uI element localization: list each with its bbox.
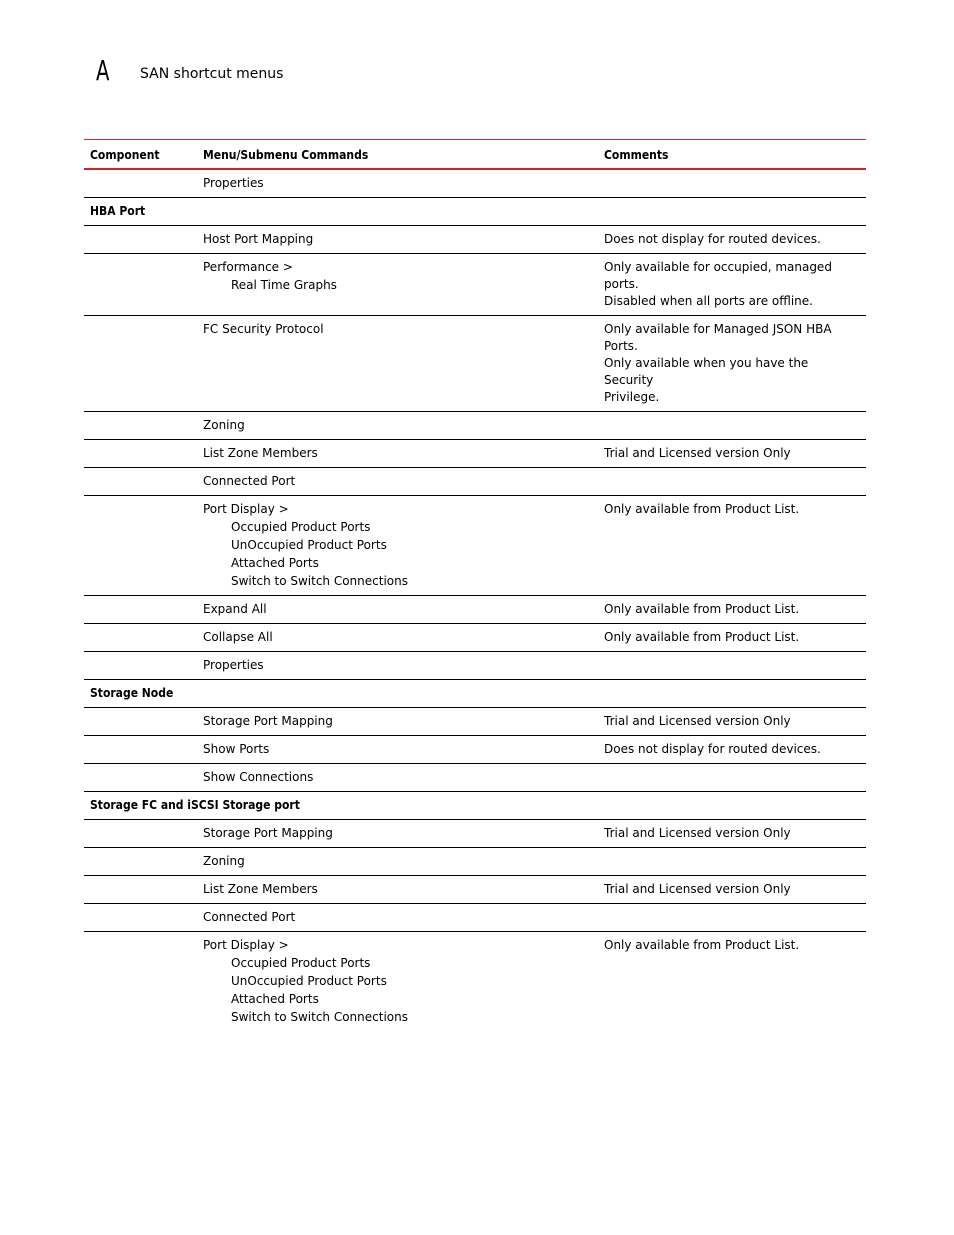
- table-section-row: [84, 198, 866, 226]
- menu-command: Zoning: [203, 418, 245, 432]
- comment-cell: [598, 652, 866, 680]
- table-row: [84, 316, 866, 412]
- comment-text: Only available when you have the Security: [604, 356, 809, 387]
- menu-command: Port Display >: [203, 502, 289, 516]
- component-cell: [84, 316, 197, 412]
- command-cell: [197, 226, 598, 254]
- comment-text: Only available for Managed JSON HBA Ports.: [604, 322, 832, 353]
- table-row: [84, 496, 866, 596]
- component-cell: [84, 932, 197, 1032]
- component-cell: [84, 820, 197, 848]
- menu-command: Connected Port: [203, 474, 296, 488]
- command-cell: [197, 708, 598, 736]
- table-row: [84, 904, 866, 932]
- table-row: [84, 412, 866, 440]
- command-cell: [197, 169, 598, 198]
- table-row: [84, 596, 866, 624]
- component-cell: [84, 412, 197, 440]
- comment-text: Trial and Licensed version Only: [604, 826, 791, 840]
- component-cell: Storage FC and iSCSI Storage port: [90, 798, 300, 812]
- menu-command: Zoning: [203, 854, 245, 868]
- menu-command: Expand All: [203, 602, 267, 616]
- submenu-command: UnOccupied Product Ports: [231, 974, 387, 988]
- command-cell: [197, 932, 598, 1032]
- table-header-row: [84, 140, 866, 170]
- table-row: [84, 736, 866, 764]
- component-cell: [84, 764, 197, 792]
- comment-text: Only available from Product List.: [604, 630, 800, 644]
- comment-cell: [598, 254, 866, 316]
- menu-command: FC Security Protocol: [203, 322, 324, 336]
- table-row: [84, 254, 866, 316]
- table-row: [84, 848, 866, 876]
- submenu-command: Occupied Product Ports: [231, 520, 371, 534]
- comment-cell: [598, 708, 866, 736]
- comment-cell: [598, 904, 866, 932]
- column-header-comments: Comments: [604, 148, 669, 162]
- comment-text: Trial and Licensed version Only: [604, 714, 791, 728]
- comment-text: Trial and Licensed version Only: [604, 882, 791, 896]
- menu-command: Show Ports: [203, 742, 270, 756]
- menu-command: Storage Port Mapping: [203, 714, 333, 728]
- comment-text: Only available for occupied, managed ports.: [604, 260, 832, 291]
- column-header-component: Component: [90, 148, 160, 162]
- comment-cell: [598, 226, 866, 254]
- comment-cell: [598, 932, 866, 1032]
- table-row: [84, 169, 866, 198]
- comment-cell: [598, 848, 866, 876]
- comment-text: Only available from Product List.: [604, 938, 800, 952]
- component-cell: [84, 904, 197, 932]
- command-cell: [197, 468, 598, 496]
- component-cell: [84, 876, 197, 904]
- component-cell: [84, 848, 197, 876]
- table-row: [84, 440, 866, 468]
- component-cell: HBA Port: [90, 204, 146, 218]
- menu-command: Host Port Mapping: [203, 232, 314, 246]
- menu-command: Show Connections: [203, 770, 314, 784]
- shortcut-menu-table: [84, 139, 866, 1031]
- table-row: [84, 468, 866, 496]
- component-cell: [84, 708, 197, 736]
- comment-cell: [598, 736, 866, 764]
- command-cell: [197, 596, 598, 624]
- command-cell: [197, 764, 598, 792]
- component-cell: [84, 440, 197, 468]
- menu-command: Performance >: [203, 260, 293, 274]
- comment-cell: [598, 820, 866, 848]
- submenu-command: Occupied Product Ports: [231, 956, 371, 970]
- comment-text: Disabled when all ports are offline.: [604, 294, 813, 308]
- table-body: [84, 169, 866, 1031]
- component-cell: [84, 254, 197, 316]
- menu-command: Connected Port: [203, 910, 296, 924]
- submenu-command: UnOccupied Product Ports: [231, 538, 387, 552]
- table-row: [84, 932, 866, 1032]
- component-cell: [84, 624, 197, 652]
- command-cell: [197, 876, 598, 904]
- table-row: [84, 876, 866, 904]
- table-row: [84, 820, 866, 848]
- component-cell: [84, 652, 197, 680]
- comment-cell: [598, 596, 866, 624]
- table-section-row: [84, 680, 866, 708]
- comment-cell: [598, 468, 866, 496]
- table-row: [84, 652, 866, 680]
- appendix-letter: A: [96, 54, 110, 87]
- component-cell: [84, 596, 197, 624]
- comment-text: Only available from Product List.: [604, 502, 800, 516]
- table-section-row: [84, 792, 866, 820]
- table-row: [84, 708, 866, 736]
- command-cell: [197, 820, 598, 848]
- comment-cell: [598, 169, 866, 198]
- comment-cell: [598, 876, 866, 904]
- command-cell: [197, 316, 598, 412]
- comment-text: Trial and Licensed version Only: [604, 446, 791, 460]
- menu-command: List Zone Members: [203, 882, 318, 896]
- table-row: [84, 226, 866, 254]
- table-row: [84, 764, 866, 792]
- comment-text: Does not display for routed devices.: [604, 232, 821, 246]
- command-cell: [197, 496, 598, 596]
- component-cell: [84, 468, 197, 496]
- command-cell: [197, 624, 598, 652]
- section-title: SAN shortcut menus: [140, 66, 284, 82]
- comment-cell: [598, 496, 866, 596]
- comment-text: Privilege.: [604, 390, 660, 404]
- command-cell: [197, 848, 598, 876]
- command-cell: [197, 652, 598, 680]
- component-cell: [84, 736, 197, 764]
- table-row: [84, 624, 866, 652]
- column-header-commands: Menu/Submenu Commands: [203, 148, 369, 162]
- comment-cell: [598, 624, 866, 652]
- command-cell: [197, 736, 598, 764]
- menu-command: Port Display >: [203, 938, 289, 952]
- command-cell: [197, 904, 598, 932]
- menu-command: List Zone Members: [203, 446, 318, 460]
- comment-text: Only available from Product List.: [604, 602, 800, 616]
- menu-command: Storage Port Mapping: [203, 826, 333, 840]
- component-cell: [84, 226, 197, 254]
- component-cell: [84, 169, 197, 198]
- submenu-command: Attached Ports: [231, 992, 319, 1006]
- submenu-command: Attached Ports: [231, 556, 319, 570]
- menu-command: Properties: [203, 176, 264, 190]
- menu-command: Properties: [203, 658, 264, 672]
- submenu-command: Switch to Switch Connections: [231, 1010, 408, 1024]
- comment-cell: [598, 316, 866, 412]
- component-cell: Storage Node: [90, 686, 174, 700]
- component-cell: [84, 496, 197, 596]
- submenu-command: Switch to Switch Connections: [231, 574, 408, 588]
- comment-cell: [598, 764, 866, 792]
- command-cell: [197, 440, 598, 468]
- comment-cell: [598, 412, 866, 440]
- command-cell: [197, 412, 598, 440]
- comment-text: Does not display for routed devices.: [604, 742, 821, 756]
- command-cell: [197, 254, 598, 316]
- comment-cell: [598, 440, 866, 468]
- menu-command: Collapse All: [203, 630, 273, 644]
- submenu-command: Real Time Graphs: [231, 278, 337, 292]
